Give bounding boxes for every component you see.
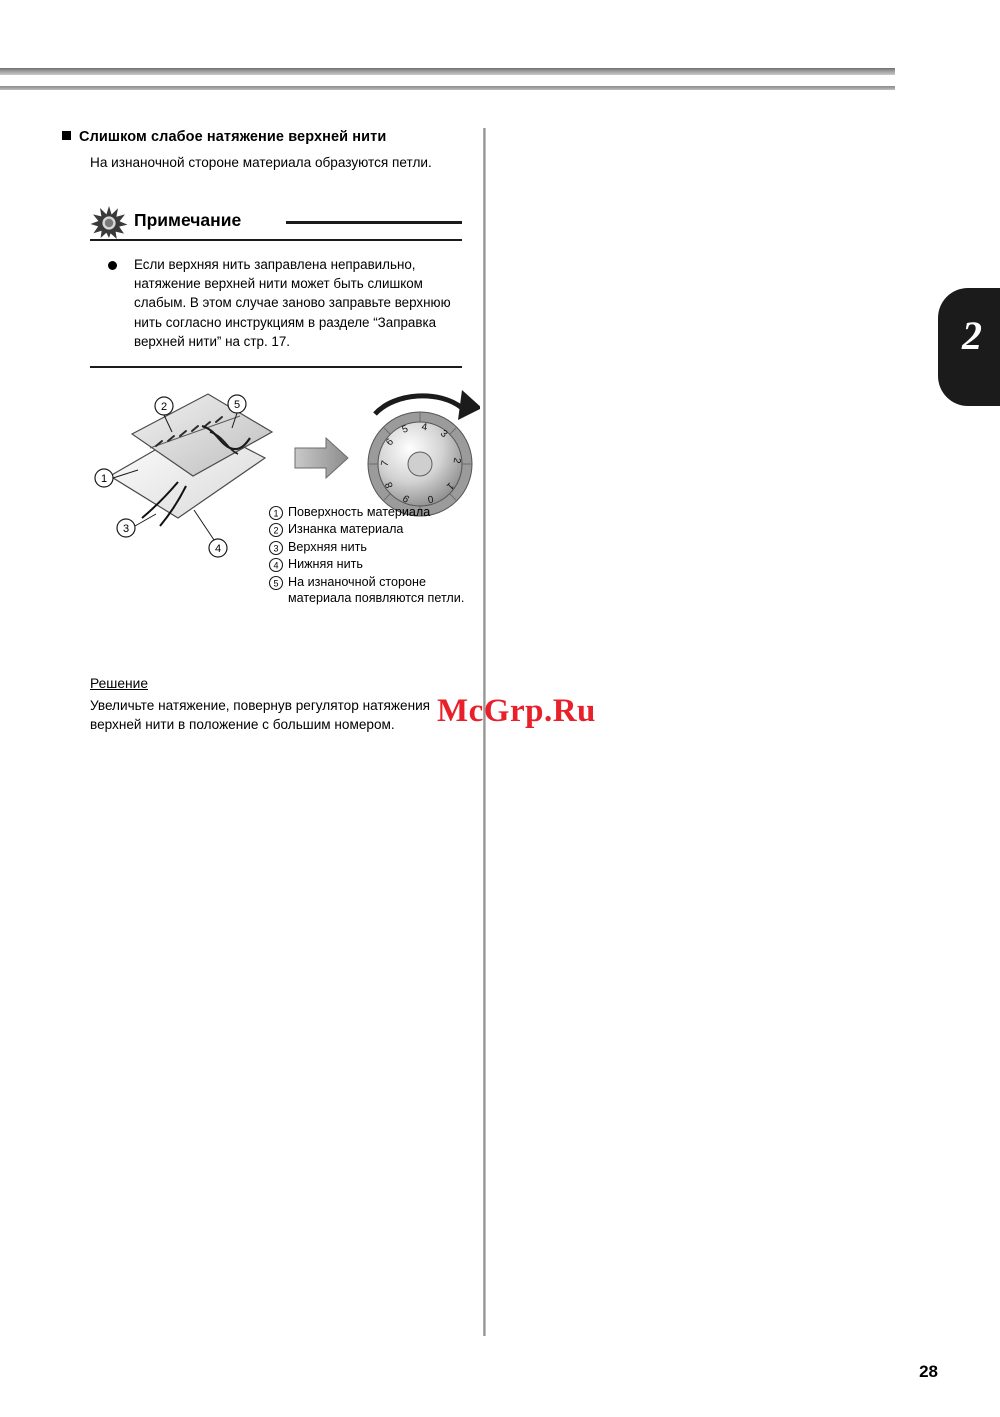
legend-item-text: Нижняя нить (288, 557, 363, 572)
legend-item-text: На изнаночной стороне материала появляются петли. (288, 574, 465, 606)
svg-text:2: 2 (273, 525, 279, 536)
legend-item (268, 574, 480, 607)
round-bullet-icon (108, 261, 117, 270)
svg-text:0: 0 (426, 492, 435, 504)
legend-number-icon (268, 540, 288, 555)
svg-text:5: 5 (233, 398, 241, 411)
figure-legend (268, 504, 480, 608)
solution-title: Решение (90, 675, 149, 691)
note-header (90, 207, 462, 237)
chapter-tab-number: 2 (962, 313, 982, 358)
column-divider-rule (483, 128, 486, 1336)
note-title-rule (286, 221, 462, 224)
solution-block (90, 674, 470, 735)
svg-text:1: 1 (100, 472, 108, 485)
legend-item (268, 556, 480, 573)
legend-number-icon (268, 557, 288, 572)
legend-item-text: Поверхность материала (288, 504, 431, 519)
svg-text:8: 8 (383, 479, 396, 489)
solution-text: Увеличьте натяжение, повернув регулятор натяжения верхней нити в положение с большим номером. (90, 697, 431, 733)
legend-item (268, 521, 480, 538)
note-top-rule (90, 239, 462, 241)
svg-text:7: 7 (379, 459, 392, 467)
starburst-icon (90, 205, 128, 239)
watermark: McGrp.Ru (437, 693, 596, 729)
legend-number-icon (268, 505, 288, 520)
figure-thread-tension (90, 386, 480, 646)
svg-text:2: 2 (450, 456, 463, 464)
svg-text:1: 1 (273, 508, 279, 519)
section-body-text: На изнаночной стороне материала образуются петли. (90, 155, 432, 170)
header-rule-thin (0, 86, 895, 90)
note-body-text: Если верхняя нить заправлена неправильно, натяжение верхней нити может быть слишком слабым. В этом случае заново заправьте верхнюю нить согласно инструкциям в разделе “Заправка верхней нити” на стр. 17. (134, 256, 451, 350)
note-box (90, 207, 462, 368)
svg-text:1: 1 (443, 479, 456, 492)
legend-item (268, 539, 480, 556)
chapter-tab (938, 288, 1000, 406)
note-bottom-rule (90, 366, 462, 368)
legend-item-text: Изнанка материала (288, 522, 404, 537)
svg-text:3: 3 (437, 427, 450, 440)
svg-text:4: 4 (214, 542, 222, 555)
svg-text:3: 3 (122, 522, 130, 535)
legend-number-icon (268, 575, 288, 590)
content-column (62, 128, 472, 735)
section-heading-text: Слишком слабое натяжение верхней нити (79, 129, 387, 145)
svg-text:6: 6 (384, 436, 397, 448)
svg-text:2: 2 (160, 400, 168, 413)
legend-item (268, 504, 480, 521)
note-title: Примечание (134, 209, 242, 230)
svg-text:3: 3 (273, 543, 279, 554)
svg-text:5: 5 (273, 578, 279, 589)
svg-text:9: 9 (401, 491, 412, 504)
page-number: 28 (919, 1362, 938, 1381)
svg-text:4: 4 (273, 560, 279, 571)
legend-item-text: Верхняя нить (288, 539, 367, 554)
note-body (90, 255, 462, 352)
svg-text:5: 5 (400, 423, 410, 436)
svg-text:4: 4 (420, 421, 428, 433)
page-title (62, 128, 472, 146)
square-bullet-icon (62, 131, 71, 140)
header-rule-thick (0, 68, 895, 75)
legend-number-icon (268, 522, 288, 537)
